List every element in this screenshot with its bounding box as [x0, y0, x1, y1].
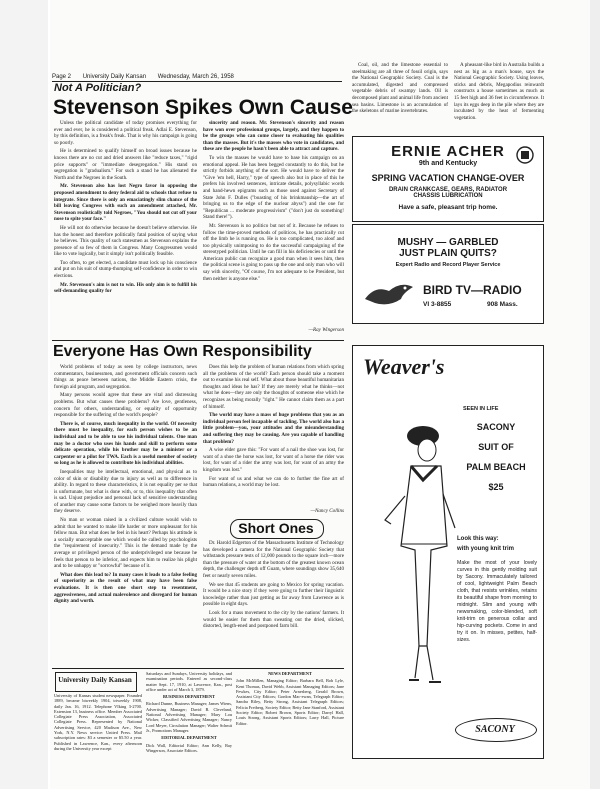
article1-headline: Stevenson Spikes Own Cause: [53, 96, 353, 119]
paragraph: No man or woman raised in a civilized culture would wish to admit that he wanted to make life harder or more unpleasant for his fellow man. But what does he feel in his heart? Perhaps his attitude is a socially unacceptable one which would be called by psychologists the "requirement of insecurity." This is the demand made by the average or privileged person of the underprivileged one because he feels that person to be inferior, and expects him to realize his plight and to be unhappy or "sorrowful" because of it.: [54, 517, 197, 570]
ad-sub: Expert Radio and Record Player Service: [395, 262, 501, 268]
ad-tagline: Have a safe, pleasant trip home.: [398, 204, 498, 211]
ad-weavers: [352, 345, 544, 759]
ad-product-3: PALM BEACH: [466, 462, 526, 472]
ad-name: ERNIE ACHER: [391, 143, 505, 160]
paragraph: What does this lead to? In many cases it leads to a false feeling of superiority as the result of what may have been false evaluations. It is then one short step to resentment, aggressiveness, and actual malevolence and disregard for human dignity and worth.: [54, 571, 197, 605]
ad-headline: SPRING VACATION CHANGE-OVER: [371, 173, 525, 183]
paragraph: Mr. Stevenson is no politico but not of it. Because he refuses to follow the time-proved methods of politicos, he has practically cut off the limb he is running on. He is too complicated, too aloof and too physically unimposing to do the successful campaigning of the stereotyped politician. Until he can fill in his deficiencies or until the American public can recognize a good man when it sees him, then the political scene is going to pass up the one and only man who will say with sincerity, "Of course, I'm not adequate to be President, but then neither is anyone else.": [203, 222, 344, 282]
paragraph: We see that 45 students are going to Mexico for spring vacation. It would be a nice story if they were going to further their linguistic knowledge rather than just getting as far away from Lawrence as is possible in eight days.: [203, 581, 344, 608]
ad-price: $25: [488, 482, 504, 492]
paragraph: World problems of today as seen by college instructors, news commentators, businessmen, and government officials concern such things as peace between nations, the Middle Eastern crisis, the foreign aid program, and segregation.: [54, 364, 197, 390]
paragraph: To win the masses he would have to base his campaign on an emotional appeal. He has been begged constantly to do this, but he strictly forbids anything of the sort. He would have to deliver the "Give 'em hell, Harry," type of speech also but in place of this he prefers his involved sentences, intricate details, polysyllabic words and hand-hewn epigrams such as those used against Secretary of State John F. Dulles ("boasting of his brinkmanship—the art of bringing us to the edge of the nuclear abyss") and the one for "Republican ... moderate progressivism" ("don't just do something! Stand there!").: [203, 154, 344, 221]
ad-body-sub: with young knit trim: [457, 546, 514, 552]
sidebar-bird-note: [454, 62, 544, 128]
ad-address: 9th and Kentucky: [418, 160, 478, 167]
article1-column-1: [54, 120, 197, 336]
staff-business: [146, 671, 232, 783]
paragraph: sincerity and reason. Mr. Stevenson's sincerity and reason have won over professional groups, largely, and they happen to be the groups who can come closer to evaluating his qualities than the masses. But it's the masses who vote in candidates, and these are the people he hasn't been able to attract and capture.: [203, 120, 344, 153]
ad-headline-1: MUSHY — GARBLED: [397, 237, 499, 248]
paragraph: Dick Wall, Editorial Editor; Ann Kelly, Ray Wingerson, Associate Editors.: [146, 742, 232, 753]
paragraph: Does this help the problem of human relations from which spring all the problems of the world? Each person should take a moment out to examine his real self. What about those beautiful humanitarian thoughts and ideas he has? If they are merely what he thinks—not what he does—they are only the thoughts of someone else which he recognizes as being morally "right." He cannot claim them as a part of himself.: [203, 364, 344, 410]
short-ones-body: [203, 540, 344, 666]
article2-column-2: [203, 364, 344, 504]
page-number: Page 2: [52, 74, 72, 80]
article1-byline: —Ray Wingerson: [308, 327, 344, 333]
paragraph: Too often, to get elected, a candidate must lock up his conscience and put on his suit of stump-thumping self-confidence in order to win elections.: [54, 259, 197, 280]
paragraph: Many persons would agree that these are vital and distressing problems. But what causes these problems? Are love, gentleness, concern for others, understanding, or equality of opportunity responsible for the suffering of the world's people?: [54, 392, 197, 419]
paragraph: Richard Dunne, Business Manager; James Wiens, Advertising Manager; David B. Cleveland, National Advertising Manager; Mary Lou Wicker, Classified Advertising Manager; Nancy Lord Meyer, Circulation Manager; Walter Schmit Jr., Promotions Manager.: [146, 701, 232, 733]
article1-column-2: [203, 120, 344, 326]
section-head: NEWS DEPARTMENT: [268, 671, 312, 676]
paragraph: Look for a mass movement to the city by the nations' farmers. It would be easier for them than sweating out the dried, slicked, distorted, length-ened and postponed farm bill.: [203, 609, 344, 630]
paragraph: University of Kansas student newspaper. Founded 1889, became biweekly 1904, triweekly 1908, daily Jan. 16, 1912. Telephone VIking 3-2700. Extension 13, business office. Member Associated Collegiate Press Association, Associated Collegiate Press. Represented by National Advertising Service, 420 Madison Ave., New York, N.Y. News service: United Press. Mail subscription rates: $3 a semester or $5.50 a year. Published in Lawrence, Kan., every afternoon during the University year except: [54, 693, 142, 751]
article2-byline: —Nancy Collins: [310, 508, 344, 514]
paragraph: The world may have a mass of huge problems that you as an individual person feel incapable of tackling. The world also has a little problem—you, your attitudes and the misunderstanding and suffering they may be causing. Are you capable of handling that problem?: [203, 412, 344, 445]
ad-address: 908 Mass.: [487, 301, 518, 308]
gas-pump-icon: [515, 145, 535, 165]
paragraph: For want of us and what we can do to further the fine art of human relations, a world may be lost.: [203, 475, 344, 489]
ad-body-title: Look this way:: [457, 536, 499, 542]
bird-icon: [361, 277, 417, 309]
ad-product-2: SUIT OF: [478, 442, 514, 452]
paragraph: Saturdays and Sundays, University holidays, and examination periods. Entered as second-class matter Sept. 17, 1910, at Lawrence, Kan., post office under act of March 3, 1879.: [146, 671, 232, 692]
ad-phone: VI 3-8855: [423, 301, 452, 308]
article2-column-1: [54, 364, 197, 664]
staff-news: [236, 671, 344, 783]
paper-name: University Daily Kansan: [82, 74, 147, 80]
paragraph: A wise elder gave this: "For want of a nail the shoe was lost, for want of a shoe the horse was lost, for want of a horse the rider was lost, for want of a rider the army was lost, for want of an army the kingdom was lost.": [203, 447, 344, 473]
scan-margin-left: [0, 0, 48, 789]
paragraph: John McMillen, Managing Editor; Barbara Bell, Bob Lyle, Kent Thomas, David Webb, Assistant Managing Editors; Jane Fewkes, City Editor; Peter Arnesberg, Gerald Brown, Assistant City Editors; Gordon Mac-ewan, Telegraph Editor; Sandra Riley, Betty Strong, Assistant Telegraph Editors; Felicia Freiberg, Society Editor; Betty Jane Stanford, Assistant Society Editor; Robert Brown, Sports Editor; Darryl Hall, Louis Strong, Assistant Sports Editors; Larry Hall, Picture Editor.: [236, 678, 344, 726]
paragraph: Unless the political candidate of today promises everything for ever and ever, he is considered a political freak. Adlai E. Stevenson, by this definition, is a freak's freak. That is why his campaign is going so poorly.: [54, 120, 197, 146]
sacony-logo: SACONY: [475, 724, 515, 735]
section-head: BUSINESS DEPARTMENT: [163, 694, 215, 700]
ad-bird-tv: [352, 224, 544, 324]
paragraph: A pheasant-like bird in Australia builds a nest as big as a man's house, says the National Geographic Society. Using leaves, sticks and debris, Megapodius reinwardt constructs a house sometimes as much as 15 feet high and 36 feet in circumference. It lays its eggs deep in the pile where they are incubated by the heat of fermenting vegetation.: [454, 62, 544, 121]
staff-info: [54, 693, 142, 783]
woman-figure-icon: [371, 416, 457, 716]
article1-kicker: Not A Politician?: [54, 82, 142, 94]
paragraph: Coal, oil, and the limestone essential to steelmaking are all three of fossil origin, says the National Geographic Society. Coal is the accumulated, digested and compressed vegetable debris of swampy lands. Oil is decomposed plant and animal life from ancient sea basins. Limestone is an accumulation of the skeletons of marine invertebrates.: [352, 62, 448, 115]
sidebar-fossil-note: [352, 62, 448, 128]
ad-name: BIRD TV—RADIO: [423, 283, 522, 297]
ad-headline-2: JUST PLAIN QUITS?: [399, 248, 497, 259]
short-ones-title: Short Ones: [238, 520, 314, 536]
section-head: EDITORIAL DEPARTMENT: [161, 735, 217, 741]
paragraph: There is, of course, much inequality in the world. Of necessity there must be inequality, for each person wishes to be an individual and to be able to use his individual talents. One man may be a doctor who uses his hands and skill to perform some delicate operation, while his brother may be a minister or a carpenter or a pilot for TWA. Each is a useful member of society so long as he is allowed to contribute his individual abilities.: [54, 420, 197, 467]
nameplate: University Daily Kansan: [58, 676, 132, 684]
paragraph: Dr. Harold Edgerton of the Massachusetts Institute of Technology has developed a camera for the National Geographic Society that withstands pressure tests of 12,000 pounds to the square inch—more than the pressure of water at the bottom of the greatest known ocean depth, the challenger depth off Guam, where soundings show 35,640 feet or nearly seven miles.: [203, 540, 344, 579]
ad-ernie-acher: [352, 136, 544, 222]
ad-line1: DRAIN CRANKCASE, GEARS, RADIATOR: [388, 187, 508, 193]
paragraph: Mr. Stevenson's aim is not to win. His only aim is to fulfill his self-demanding quality for: [54, 281, 197, 295]
ad-brand: Weaver's: [363, 354, 445, 379]
paragraph: He will not do otherwise because he doesn't believe otherwise. He has the honest and therefore politically fatal position of saying what he believes. This quality of such statesmen as Stevenson explains the presence of so few of them in Congress. Many Congressmen would like to vote logically, but it simply isn't politically feasible.: [54, 224, 197, 258]
paragraph: He is determined to qualify himself on broad issues because he knows there are no cut and dried answers like "reduce taxes," "rigid price supports" or "immediate desegregation." His stand on segregation is "gradualism." For such a stand he has alienated the North and the Negroes in the South.: [54, 148, 197, 181]
ad-seen: SEEN IN LIFE: [463, 406, 499, 412]
issue-date: Wednesday, March 26, 1958: [157, 74, 234, 80]
ad-body: [457, 560, 537, 710]
ad-line2: CHASSIS LUBRICATION: [413, 193, 483, 199]
paragraph: Mr. Stevenson also has lost Negro favor in opposing the proposed amendment to deny federal aid to schools that refuse to integrate. Since there is only an emaciatingly slim chance of the bill leaving Congress with such an amendment attached, Mr. Stevenson realistically told Negroes, "You should not cut off your nose to spite your face.": [54, 183, 197, 223]
ad-body-text: Make the most of your lovely curves in this gently molding suit by Sacony. Immaculately tailored of cool, lightweight Palm Beach cloth, that resists wrinkles, retains its beautiful shape from morning to midnight. Slim and young with newsmaking, color-blended, soft knit-trim on generous collar and hip-curving pockets. Come in and try it on. In misses, petites, half-sizes.: [457, 560, 537, 643]
paragraph: Inequalities may be intellectual, emotional, and physical as to color of skin or disability due to injury as well as to difference in ability. In regard to these characteristics, it is not equality per se that is unfortunate, but what is done with, or to, this inequality that often is sad. Unjust prejudice and personal lack of sensitive understanding of another may cause some factors to be weighed more heavily than they deserve.: [54, 468, 197, 515]
staff-rule: [52, 668, 344, 669]
article2-headline: Everyone Has Own Responsibility: [53, 343, 312, 360]
section-rule: [52, 340, 344, 341]
page-masthead: [52, 74, 352, 80]
ad-product-1: SACONY: [476, 422, 516, 432]
